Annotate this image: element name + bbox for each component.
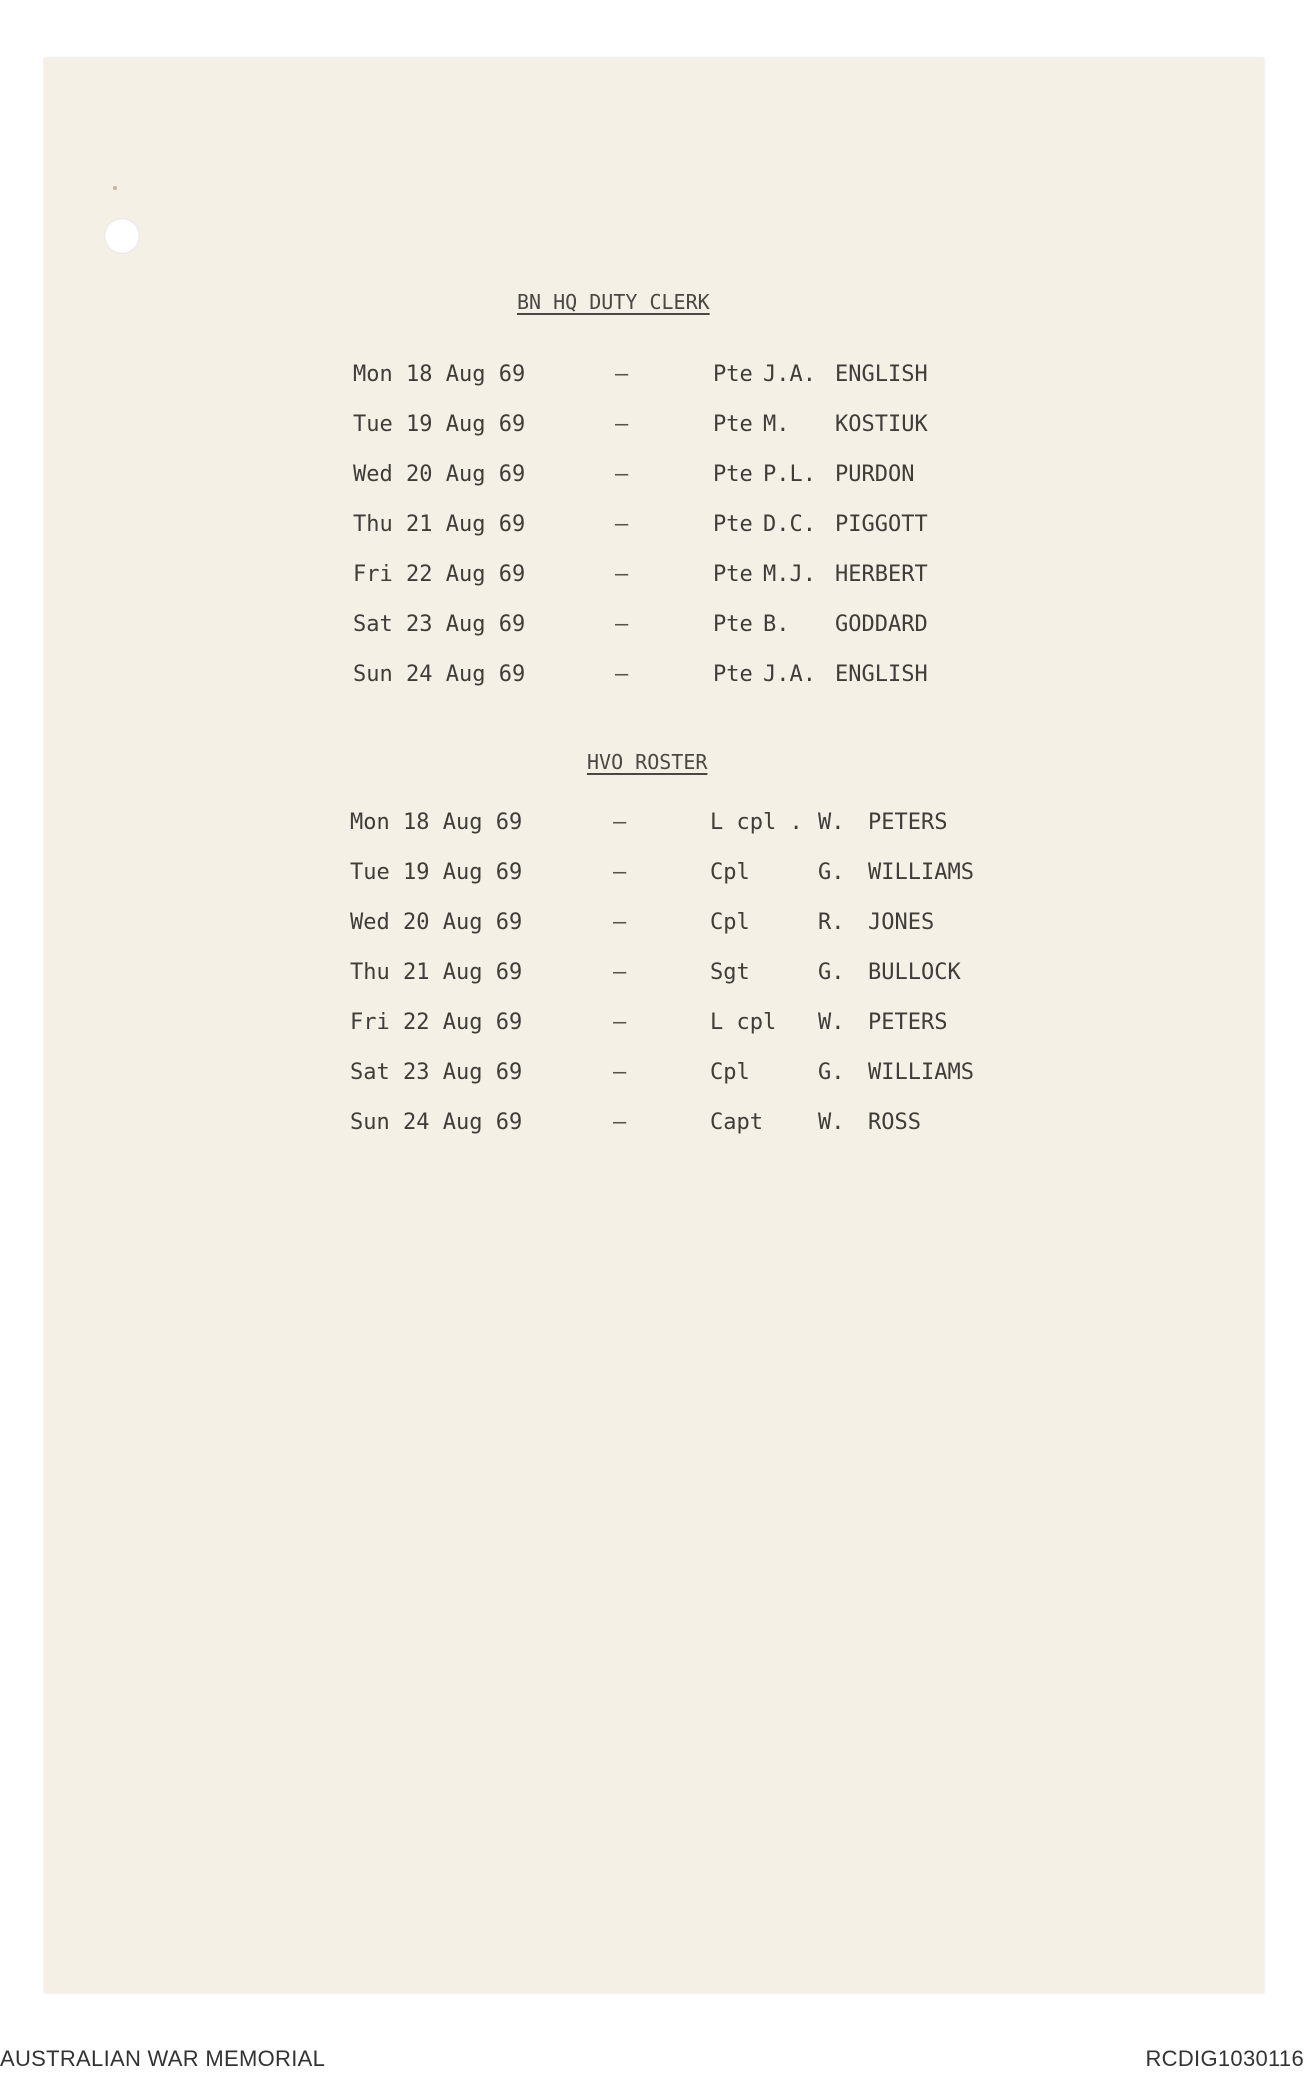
- row-surname: WILLIAMS: [868, 1060, 974, 1085]
- row-surname: ENGLISH: [835, 362, 928, 387]
- row-rank: Pte: [713, 662, 753, 687]
- row-initials: J.A.: [763, 362, 816, 387]
- row-surname: PURDON: [835, 462, 915, 487]
- row-rank: Sgt: [710, 960, 750, 985]
- row-surname: WILLIAMS: [868, 860, 974, 885]
- row-surname: ENGLISH: [835, 662, 928, 687]
- row-date: Sat 23 Aug 69: [353, 612, 526, 637]
- row-rank: Pte: [713, 412, 753, 437]
- row-initials: D.C.: [763, 512, 816, 537]
- document-page: [44, 58, 1264, 1993]
- row-surname: ROSS: [868, 1110, 921, 1135]
- row-date: Sun 24 Aug 69: [350, 1110, 523, 1135]
- row-date: Tue 19 Aug 69: [350, 860, 523, 885]
- row-rank: L cpl: [710, 1010, 777, 1035]
- row-initials: G.: [818, 860, 845, 885]
- row-surname: PETERS: [868, 1010, 948, 1035]
- section-title-duty-clerk: BN HQ DUTY CLERK: [517, 290, 710, 314]
- row-surname: PETERS: [868, 810, 948, 835]
- row-rank: Pte: [713, 512, 753, 537]
- row-separator: –: [613, 860, 627, 885]
- row-initials: M.J.: [763, 562, 816, 587]
- row-initials: W.: [818, 810, 845, 835]
- row-separator: –: [615, 662, 629, 687]
- row-separator: –: [613, 910, 627, 935]
- row-separator: –: [615, 362, 629, 387]
- row-surname: GODDARD: [835, 612, 928, 637]
- row-date: Sat 23 Aug 69: [350, 1060, 523, 1085]
- row-separator: –: [615, 412, 629, 437]
- section-title-hvo-roster: HVO ROSTER: [587, 750, 708, 774]
- row-date: Tue 19 Aug 69: [353, 412, 526, 437]
- row-initials: W.: [818, 1110, 845, 1135]
- row-date: Wed 20 Aug 69: [350, 910, 523, 935]
- row-separator: –: [613, 1110, 627, 1135]
- row-date: Mon 18 Aug 69: [353, 362, 526, 387]
- row-separator: –: [615, 612, 629, 637]
- row-date: Mon 18 Aug 69: [350, 810, 523, 835]
- row-separator: –: [613, 1060, 627, 1085]
- row-rank: Pte: [713, 362, 753, 387]
- row-initials: P.L.: [763, 462, 816, 487]
- row-rank: Cpl: [710, 910, 750, 935]
- row-date: Fri 22 Aug 69: [350, 1010, 523, 1035]
- row-surname: PIGGOTT: [835, 512, 928, 537]
- row-rank: Pte: [713, 562, 753, 587]
- row-separator: –: [615, 512, 629, 537]
- row-initials: B.: [763, 612, 790, 637]
- footer-institution: AUSTRALIAN WAR MEMORIAL: [0, 2046, 326, 2071]
- row-rank: Cpl: [710, 1060, 750, 1085]
- footer-record-id: RCDIG1030116: [1145, 2046, 1304, 2071]
- row-surname: JONES: [868, 910, 935, 935]
- row-initials: G.: [818, 960, 845, 985]
- row-date: Thu 21 Aug 69: [353, 512, 526, 537]
- paper-speck: [113, 186, 117, 190]
- row-initials: M.: [763, 412, 790, 437]
- punch-hole: [104, 218, 140, 254]
- row-separator: –: [613, 960, 627, 985]
- row-rank: Pte: [713, 462, 753, 487]
- row-separator: –: [615, 462, 629, 487]
- row-surname: HERBERT: [835, 562, 928, 587]
- row-surname: BULLOCK: [868, 960, 961, 985]
- row-date: Fri 22 Aug 69: [353, 562, 526, 587]
- row-rank: Capt: [710, 1110, 763, 1135]
- row-date: Wed 20 Aug 69: [353, 462, 526, 487]
- row-initials: G.: [818, 1060, 845, 1085]
- row-date: Sun 24 Aug 69: [353, 662, 526, 687]
- row-rank: L cpl .: [710, 810, 803, 835]
- row-rank: Pte: [713, 612, 753, 637]
- row-date: Thu 21 Aug 69: [350, 960, 523, 985]
- row-separator: –: [615, 562, 629, 587]
- row-separator: –: [613, 1010, 627, 1035]
- row-rank: Cpl: [710, 860, 750, 885]
- row-surname: KOSTIUK: [835, 412, 928, 437]
- row-initials: R.: [818, 910, 845, 935]
- row-separator: –: [613, 810, 627, 835]
- row-initials: W.: [818, 1010, 845, 1035]
- row-initials: J.A.: [763, 662, 816, 687]
